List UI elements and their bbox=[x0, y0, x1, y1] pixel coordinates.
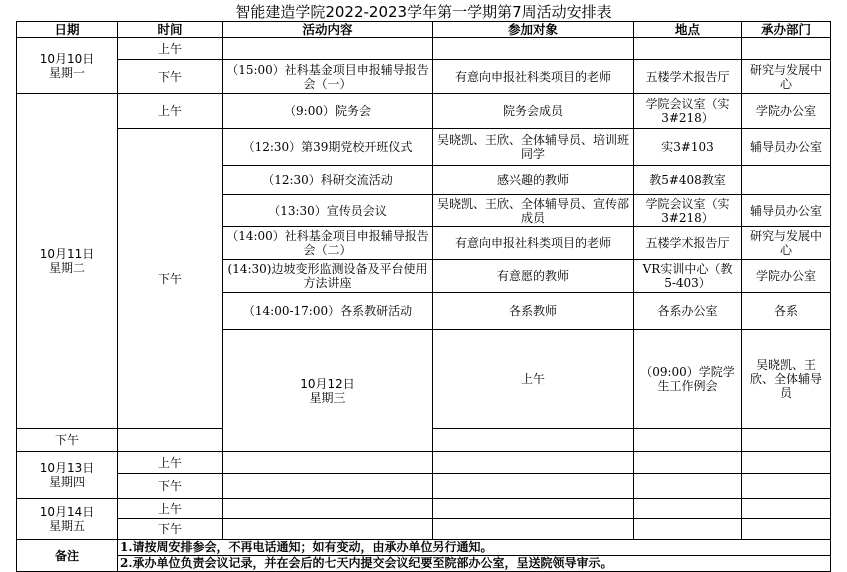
header-location: 地点 bbox=[634, 22, 742, 38]
activity-cell bbox=[223, 38, 433, 60]
activity-cell bbox=[223, 474, 433, 499]
slot-am: 上午 bbox=[433, 330, 634, 429]
date-cell-wed bbox=[223, 330, 433, 452]
participants-cell bbox=[433, 452, 634, 474]
slot-am: 上午 bbox=[118, 38, 223, 60]
activity-cell bbox=[223, 499, 433, 519]
location-cell bbox=[634, 499, 742, 519]
remark-item: 1.请按周安排参会，不再电话通知；如有变动，由承办单位另行通知。 bbox=[120, 540, 493, 554]
location-cell: 教5#408教室 bbox=[634, 166, 742, 195]
header-activity: 活动内容 bbox=[223, 22, 433, 38]
remarks-label: 备注 bbox=[17, 540, 118, 572]
activity-cell bbox=[118, 429, 223, 452]
location-cell: 学院会议室（实3#218） bbox=[634, 94, 742, 129]
organizer-cell: 研究与发展中心 bbox=[742, 60, 831, 94]
participants-cell: 有意向申报社科类项目的老师 bbox=[433, 60, 634, 94]
participants-cell: 有意向申报社科类项目的老师 bbox=[433, 227, 634, 260]
activity-cell: （13:30）宣传员会议 bbox=[223, 195, 433, 227]
date-text: 10月10日 bbox=[39, 51, 95, 66]
location-cell: 五楼学术报告厅 bbox=[634, 60, 742, 94]
organizer-cell: 研究与发展中心 bbox=[742, 227, 831, 260]
organizer-cell: 学院办公室 bbox=[742, 260, 831, 293]
location-cell: VR实训中心（教5-403） bbox=[634, 260, 742, 293]
table-row bbox=[17, 129, 831, 166]
organizer-cell: 辅导员办公室 bbox=[742, 129, 831, 166]
date-text: 10月14日 bbox=[39, 505, 95, 519]
location-cell: 实3#103 bbox=[634, 129, 742, 166]
location-cell bbox=[634, 429, 742, 452]
activity-cell bbox=[223, 452, 433, 474]
location-cell: 五楼学术报告厅 bbox=[634, 227, 742, 260]
activity-cell: （15:00）社科基金项目申报辅导报告会（一） bbox=[223, 60, 433, 94]
location-cell: 各系办公室 bbox=[634, 293, 742, 330]
date-text: 10月12日 bbox=[300, 376, 355, 391]
organizer-cell bbox=[742, 474, 831, 499]
activity-cell: （09:00）学院学生工作例会 bbox=[634, 330, 742, 429]
activity-cell: （9:00）院务会 bbox=[223, 94, 433, 129]
date-cell-mon bbox=[17, 38, 118, 94]
location-cell bbox=[634, 452, 742, 474]
participants-cell bbox=[433, 38, 634, 60]
location-cell bbox=[634, 519, 742, 540]
slot-am: 上午 bbox=[118, 499, 223, 519]
slot-am: 上午 bbox=[118, 94, 223, 129]
activity-cell: （14:00）社科基金项目申报辅导报告会（二） bbox=[223, 227, 433, 260]
slot-pm: 下午 bbox=[118, 60, 223, 94]
activity-cell: （14:00-17:00）各系教研活动 bbox=[223, 293, 433, 330]
organizer-cell bbox=[742, 38, 831, 60]
table-row bbox=[17, 94, 831, 129]
participants-cell: 吴晓凯、王欣、全体辅导员、宣传部成员 bbox=[433, 195, 634, 227]
organizer-cell: 辅导员办公室 bbox=[742, 195, 831, 227]
schedule-table bbox=[16, 21, 831, 572]
slot-pm: 下午 bbox=[118, 129, 223, 429]
page-title: 智能建造学院2022-2023学年第一学期第7周活动安排表 bbox=[235, 3, 612, 21]
slot-am: 上午 bbox=[118, 452, 223, 474]
participants-cell bbox=[433, 429, 634, 452]
weekday-text: 星期二 bbox=[48, 261, 85, 275]
weekday-text: 星期五 bbox=[48, 519, 85, 533]
participants-cell: 吴晓凯、王欣、全体辅导员、培训班同学 bbox=[433, 129, 634, 166]
organizer-cell: 各系 bbox=[742, 293, 831, 330]
participants-cell bbox=[433, 499, 634, 519]
participants-cell: 各系教师 bbox=[433, 293, 634, 330]
header-time: 时间 bbox=[118, 22, 223, 38]
participants-cell bbox=[433, 474, 634, 499]
organizer-cell bbox=[742, 452, 831, 474]
table-row bbox=[17, 499, 831, 519]
organizer-cell bbox=[742, 429, 831, 452]
table-row bbox=[17, 60, 831, 94]
location-cell bbox=[634, 474, 742, 499]
participants-cell: 院务会成员 bbox=[433, 94, 634, 129]
slot-pm: 下午 bbox=[17, 429, 118, 452]
organizer-cell bbox=[742, 519, 831, 540]
date-text: 10月13日 bbox=[39, 461, 95, 475]
participants-cell: 感兴趣的教师 bbox=[433, 166, 634, 195]
participants-cell bbox=[433, 519, 634, 540]
organizer-cell bbox=[742, 166, 831, 195]
location-cell: 学院会议室（实3#218） bbox=[634, 195, 742, 227]
slot-pm: 下午 bbox=[118, 519, 223, 540]
location-cell bbox=[634, 38, 742, 60]
remarks-cell bbox=[118, 540, 831, 572]
organizer-cell bbox=[742, 499, 831, 519]
remarks-row bbox=[17, 540, 831, 572]
header-organizer: 承办部门 bbox=[742, 22, 831, 38]
slot-pm: 下午 bbox=[118, 474, 223, 499]
activity-cell: （12:30）第39期党校开班仪式 bbox=[223, 129, 433, 166]
date-cell-fri bbox=[17, 499, 118, 540]
date-cell-thu bbox=[17, 452, 118, 499]
activity-cell bbox=[223, 519, 433, 540]
header-date: 日期 bbox=[17, 22, 118, 38]
remark-item: 2.承办单位负责会议记录，并在会后的七天内提交会议纪要至院部办公室，呈送院领导审示。 bbox=[118, 555, 830, 571]
table-row bbox=[17, 38, 831, 60]
participants-cell: 吴晓凯、王欣、全体辅导员 bbox=[742, 330, 831, 429]
weekday-text: 星期四 bbox=[48, 475, 85, 489]
table-row bbox=[17, 452, 831, 474]
participants-cell: 有意愿的教师 bbox=[433, 260, 634, 293]
weekday-text: 星期一 bbox=[48, 65, 85, 80]
table-row bbox=[17, 519, 831, 540]
activity-cell: （12:30）科研交流活动 bbox=[223, 166, 433, 195]
weekday-text: 星期三 bbox=[309, 390, 346, 405]
header-participants: 参加对象 bbox=[433, 22, 634, 38]
header-row bbox=[17, 22, 831, 38]
date-text: 10月11日 bbox=[39, 247, 95, 261]
table-row bbox=[17, 474, 831, 499]
activity-cell: (14:30)边坡变形监测设备及平台使用方法讲座 bbox=[223, 260, 433, 293]
organizer-cell: 学院办公室 bbox=[742, 94, 831, 129]
date-cell-tue bbox=[17, 94, 118, 429]
